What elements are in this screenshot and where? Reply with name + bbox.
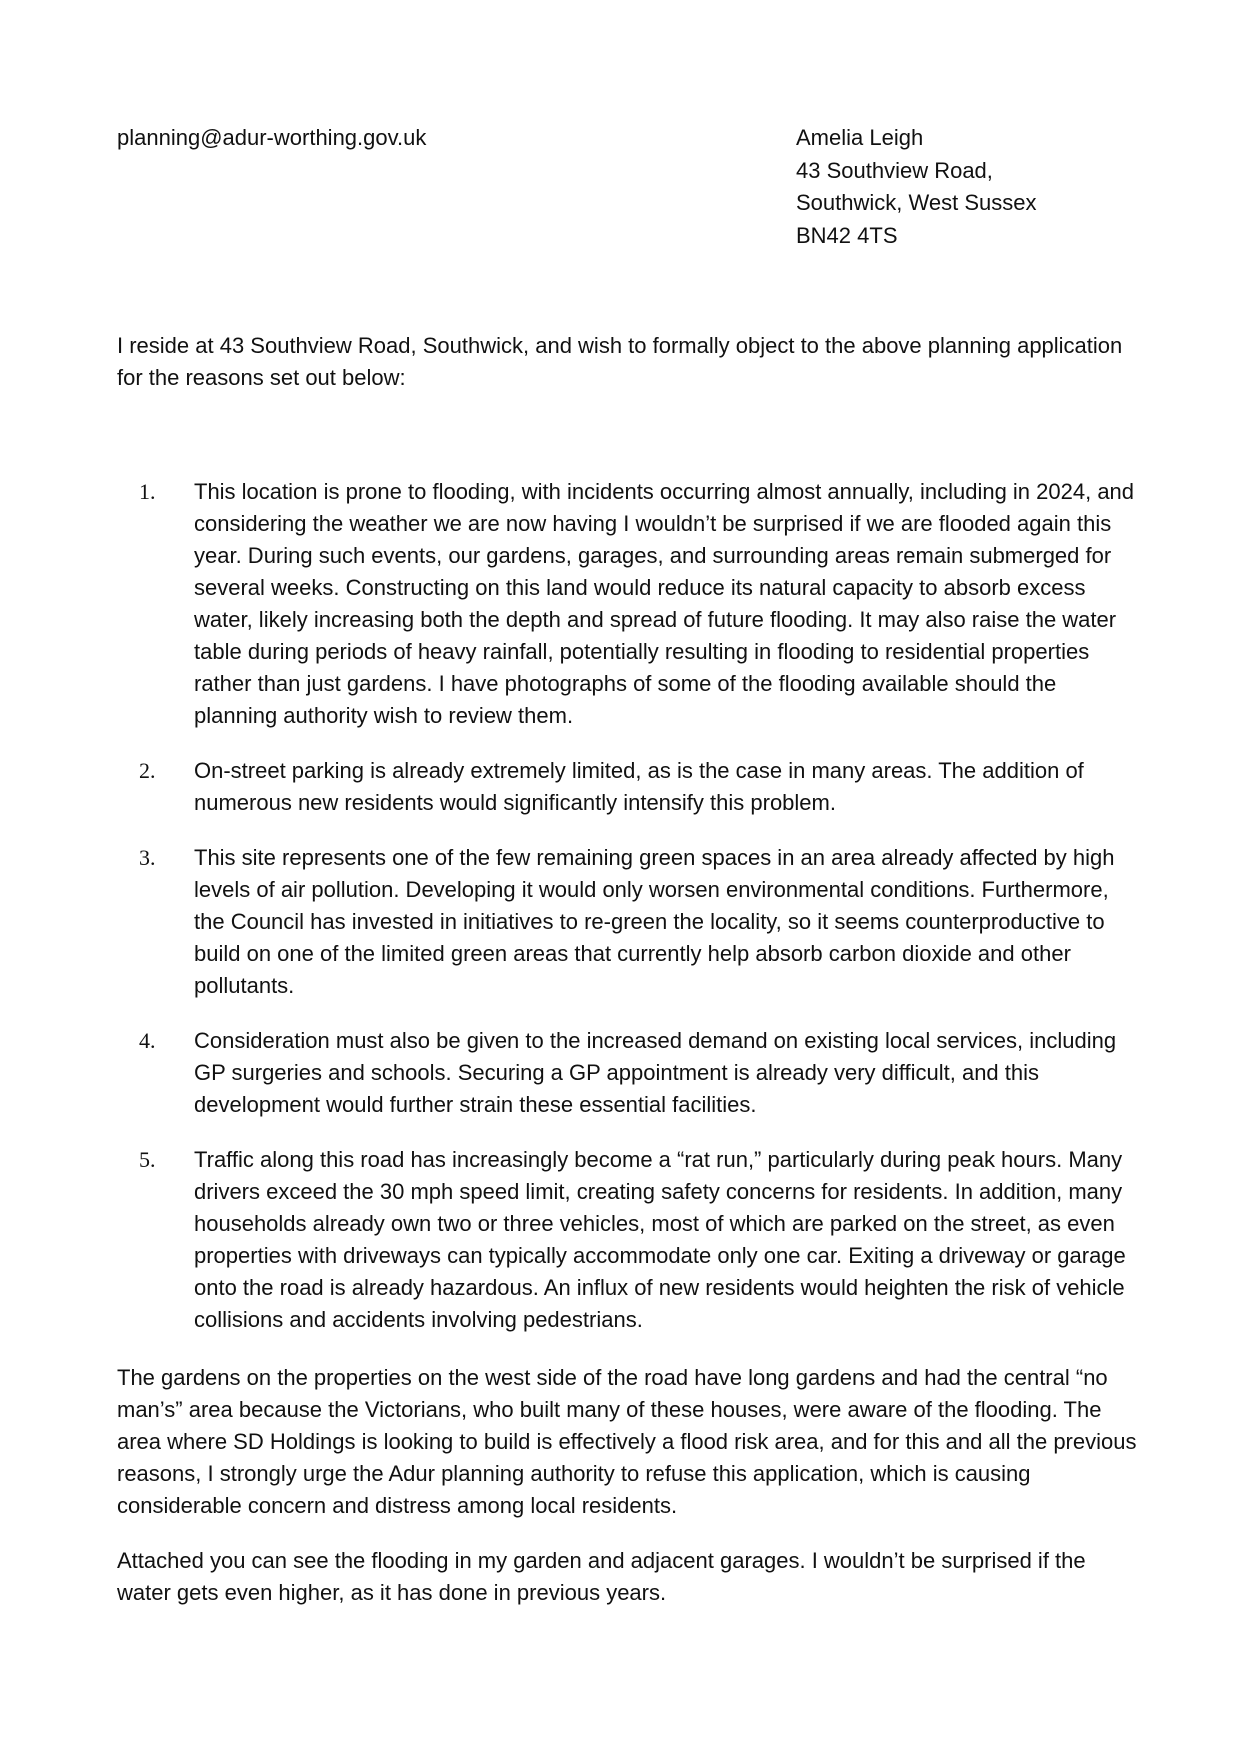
sender-postcode: BN42 4TS <box>796 222 898 248</box>
reason-number: 2. <box>139 758 156 783</box>
reason-text: Traffic along this road has increasingly become a “rat run,” particularly during peak hours. Many drivers exceed the 30 mph speed limit, creating safety concerns for residents. In addition, many households already own two or three vehicles, most of which are parked on the street, as even properties with driveways can typically accommodate only one car. Exiting a driveway or garage onto the road is already hazardous. An influx of new residents would heighten the risk of vehicle collisions and accidents involving pedestrians. <box>194 1147 1126 1332</box>
reason-item-2 <box>117 755 1137 819</box>
sender-address-block <box>796 122 1036 252</box>
sender-address-line-1: 43 Southview Road, <box>796 157 993 183</box>
reason-text: Consideration must also be given to the increased demand on existing local services, including GP surgeries and schools. Securing a GP appointment is already very difficult, and this development would further strain these essential facilities. <box>194 1028 1117 1117</box>
reason-number: 3. <box>139 845 156 870</box>
closing-section <box>117 1362 1137 1632</box>
objection-reasons-list <box>117 476 1137 1359</box>
intro-paragraph: I reside at 43 Southview Road, Southwick, and wish to formally object to the above planning application for the reasons set out below: <box>117 333 1123 390</box>
sender-name: Amelia Leigh <box>796 125 924 150</box>
closing-paragraph-1: The gardens on the properties on the west side of the road have long gardens and had the central “no man’s” area because the Victorians, who built many of these houses, were aware of the flooding. The area where SD Holdings is looking to build is effectively a flood risk area, and for this and all the previous reasons, I strongly urge the Adur planning authority to refuse this application, which is causing considerable concern and distress among local residents. <box>117 1365 1137 1518</box>
reason-number: 4. <box>139 1028 156 1053</box>
reason-text: On-street parking is already extremely limited, as is the case in many areas. The addition of numerous new residents would significantly intensify this problem. <box>194 758 1084 815</box>
reason-number: 1. <box>139 479 156 504</box>
reason-number: 5. <box>139 1147 156 1172</box>
reason-item-5 <box>117 1144 1137 1336</box>
sender-address-line-2: Southwick, West Sussex <box>796 190 1037 215</box>
reason-text: This location is prone to flooding, with incidents occurring almost annually, including in 2024, and considering the weather we are now having I wouldn’t be surprised if we are flooded again this year. During such events, our gardens, garages, and surrounding areas remain submerged for several weeks. Constructing on this land would reduce its natural capacity to absorb excess water, likely increasing both the depth and spread of future flooding. It may also raise the water table during periods of heavy rainfall, potentially resulting in flooding to residential properties rather than just gardens. I have photographs of some of the flooding available should the planning authority wish to review them. <box>194 479 1135 728</box>
reason-item-3 <box>117 842 1137 1002</box>
reason-item-4 <box>117 1025 1137 1121</box>
closing-paragraph-2: Attached you can see the flooding in my garden and adjacent garages. I wouldn’t be surprised if the water gets even higher, as it has done in previous years. <box>117 1548 1086 1605</box>
reason-text: This site represents one of the few remaining green spaces in an area already affected by high levels of air pollution. Developing it would only worsen environmental conditions. Furthermore, the Council has invested in initiatives to re-green the locality, so it seems counterproductive to build on one of the limited green areas that currently help absorb carbon dioxide and other pollutants. <box>194 845 1115 998</box>
reason-item-1 <box>117 476 1137 732</box>
recipient-email: planning@adur-worthing.gov.uk <box>117 125 427 150</box>
